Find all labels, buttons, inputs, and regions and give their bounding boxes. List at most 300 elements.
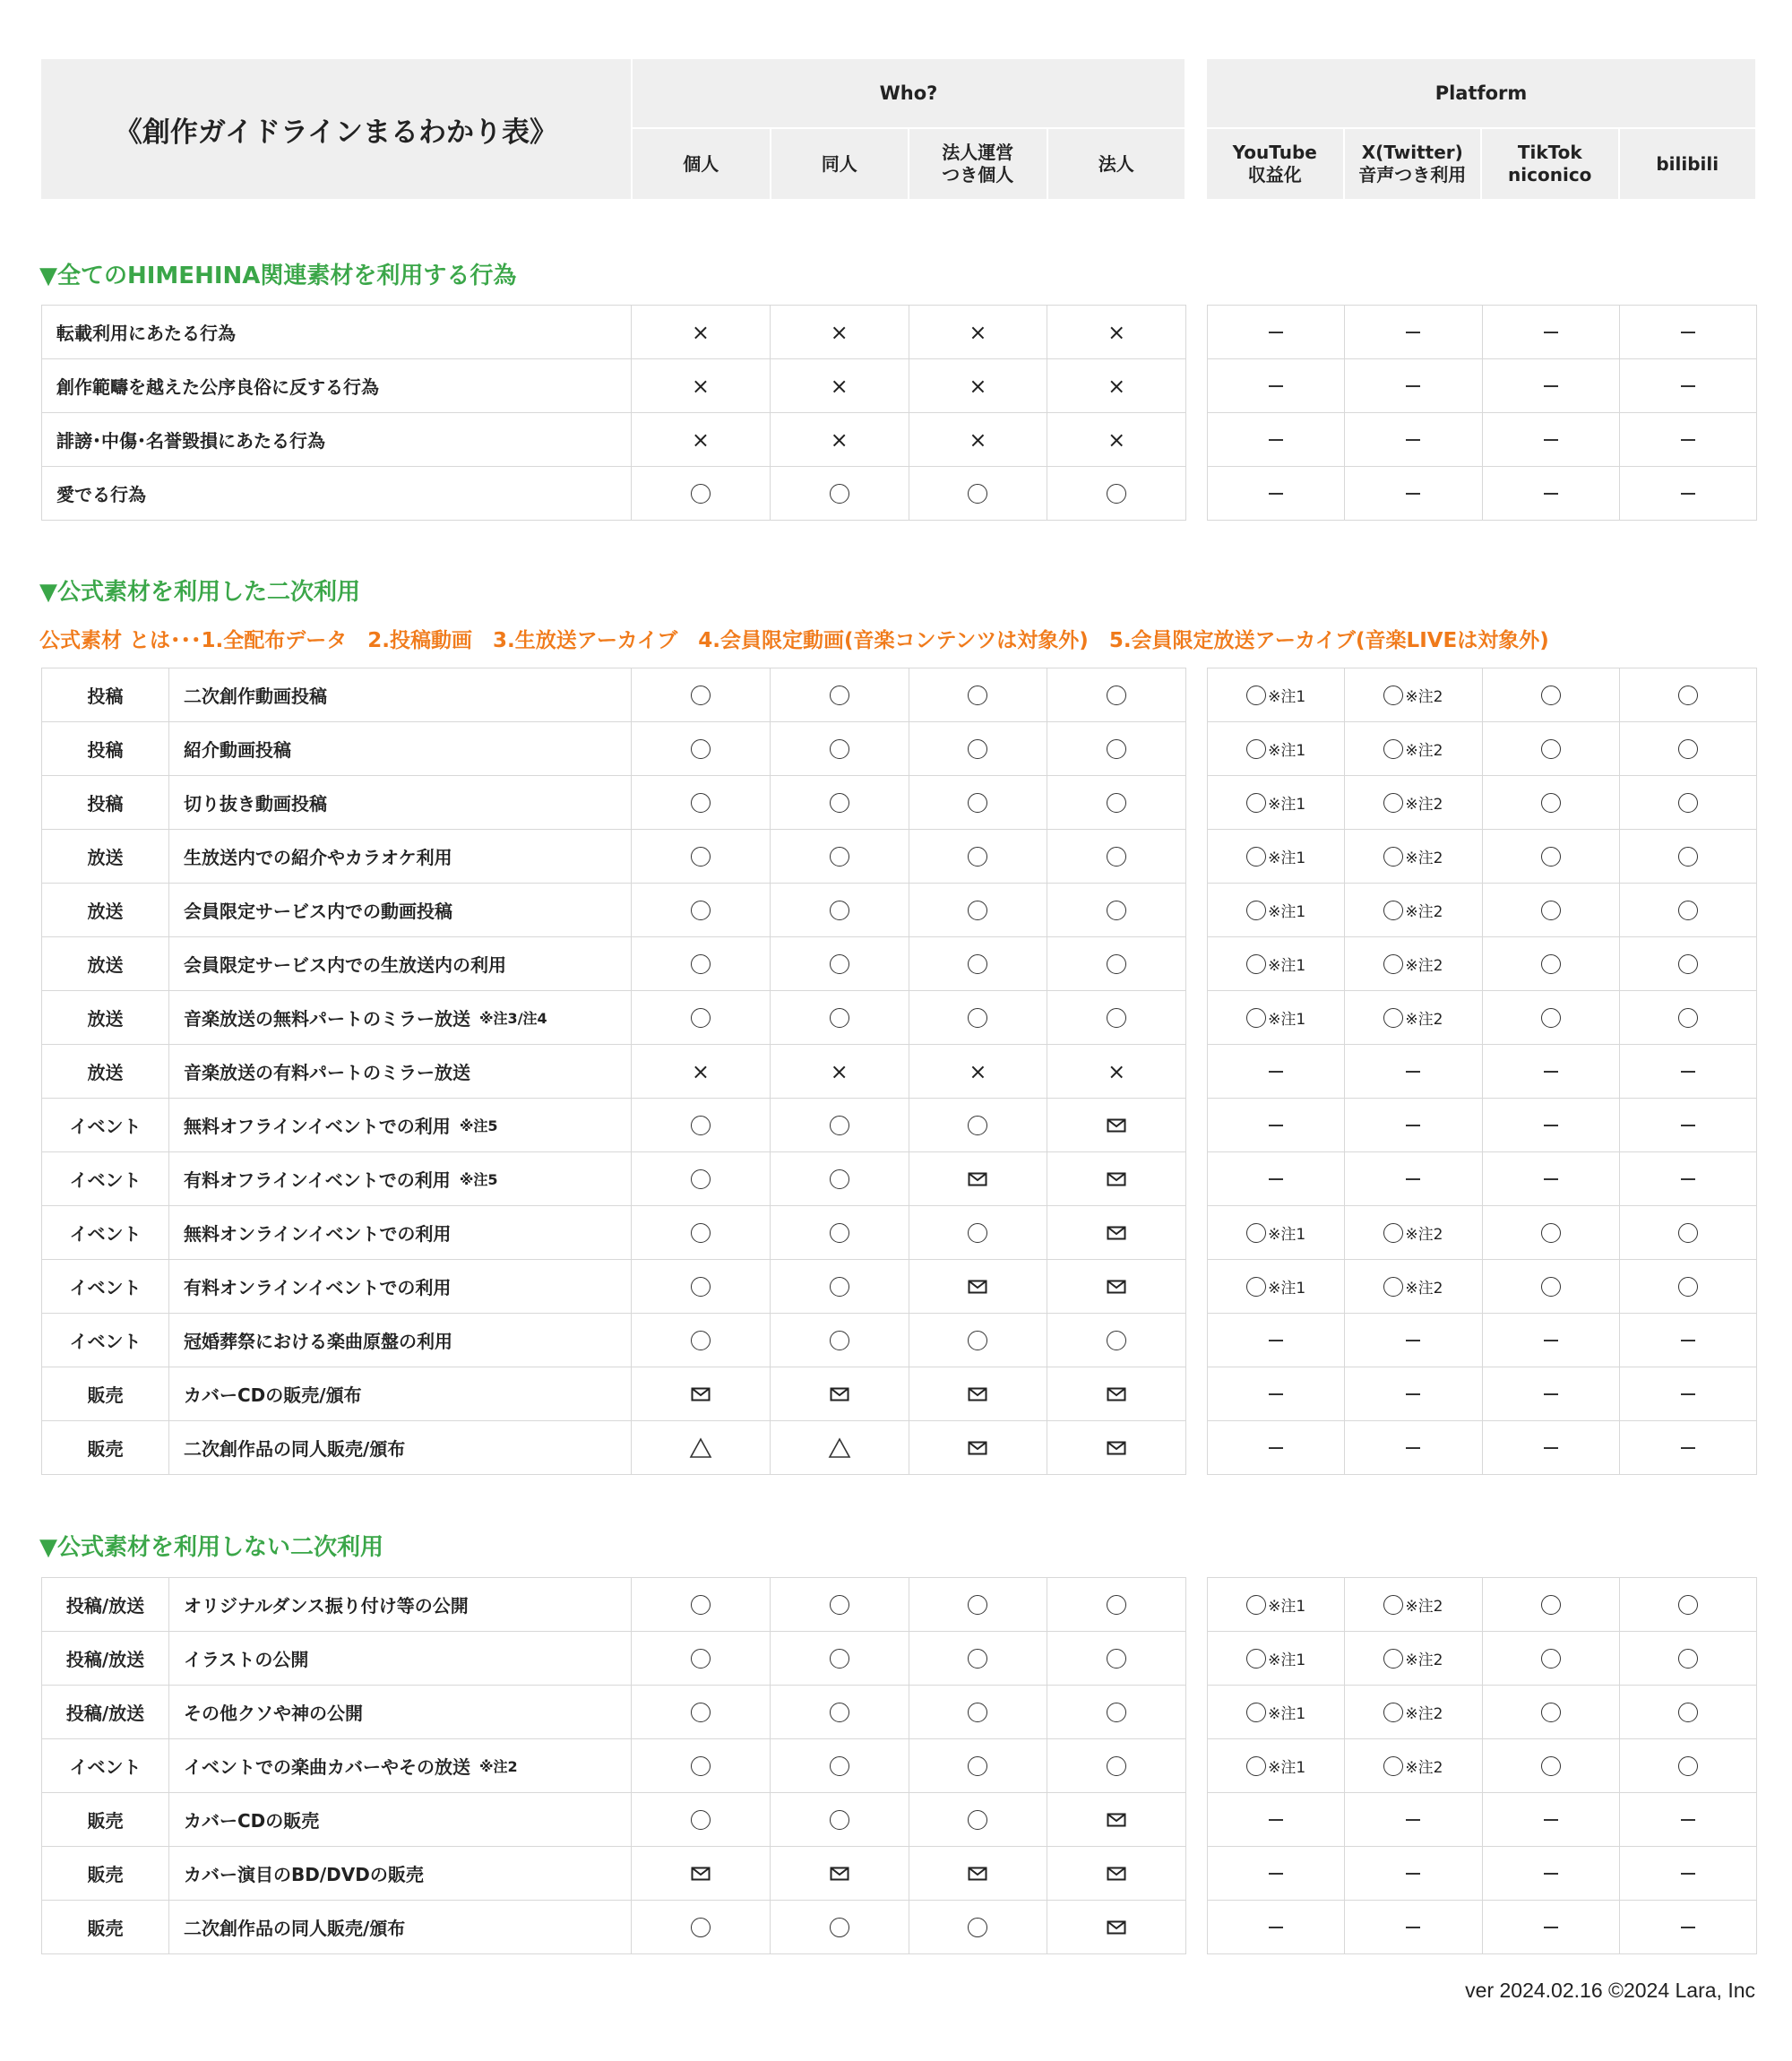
- mark-cell: [632, 668, 771, 721]
- circle-mark-icon: [830, 1703, 849, 1722]
- mark-cell: [1620, 937, 1756, 990]
- mark-cell: [1047, 1739, 1185, 1792]
- table-row: [1208, 1206, 1756, 1260]
- circle-mark-icon: [691, 739, 711, 759]
- mark-cell: [1208, 1632, 1345, 1685]
- mark-cell: [771, 1260, 909, 1313]
- circle-mark-icon: [1678, 1595, 1698, 1615]
- dash-mark-icon: [1406, 1393, 1420, 1395]
- mark-cell: [909, 722, 1048, 775]
- table-row: [42, 1577, 1185, 1632]
- table-row: [42, 1739, 1185, 1793]
- mark-cell: [909, 1314, 1048, 1367]
- section-2-platform-table: [1207, 668, 1757, 1475]
- mark-cell: [771, 413, 909, 466]
- circle-mark-icon: [830, 686, 849, 705]
- who-col-doujin: 同人: [770, 129, 909, 199]
- mark-cell: [632, 1045, 771, 1098]
- mark-cell: [1208, 1421, 1345, 1474]
- row-description-text: オリジナルダンス振り付け等の公開: [184, 1595, 469, 1617]
- row-description: [169, 1045, 632, 1098]
- dash-mark-icon: [1544, 1873, 1558, 1875]
- platform-note: ※注1: [1268, 849, 1306, 867]
- circle-mark-icon: [968, 1223, 987, 1243]
- mark-cell: [1620, 884, 1756, 936]
- circle-mark-icon: [1383, 793, 1403, 813]
- dash-mark-icon: [1681, 1819, 1695, 1821]
- mark-cell: [1620, 467, 1756, 520]
- dash-mark-icon: [1406, 1447, 1420, 1449]
- cross-mark-icon: ×: [691, 427, 710, 453]
- table-row: [42, 413, 1185, 467]
- dash-mark-icon: [1406, 1071, 1420, 1073]
- circle-mark-icon: [1246, 1277, 1266, 1297]
- mail-contact-icon: [968, 1172, 987, 1186]
- dash-mark-icon: [1406, 1873, 1420, 1875]
- row-description: [169, 830, 632, 883]
- circle-mark-icon: [968, 1756, 987, 1776]
- circle-mark-icon: [830, 954, 849, 974]
- circle-mark-icon: [1383, 847, 1403, 867]
- mark-cell: [1345, 991, 1482, 1044]
- platform-note: ※注1: [1268, 903, 1306, 921]
- table-row: [42, 359, 1185, 413]
- table-row: [1208, 1099, 1756, 1152]
- circle-mark-icon: [1678, 686, 1698, 705]
- circle-mark-icon: [968, 1703, 987, 1722]
- table-row: [42, 1421, 1185, 1475]
- row-description-text: 切り抜き動画投稿: [184, 793, 327, 815]
- mark-cell: [909, 1367, 1048, 1420]
- table-row: [42, 467, 1185, 521]
- mark-cell: [1047, 413, 1185, 466]
- mark-cell: [632, 1206, 771, 1259]
- dash-mark-icon: [1269, 1340, 1283, 1341]
- dash-mark-icon: [1681, 1447, 1695, 1449]
- mark-cell: [909, 1206, 1048, 1259]
- mark-cell: [1047, 1152, 1185, 1205]
- circle-mark-icon: [1107, 739, 1126, 759]
- mark-cell: [1483, 937, 1620, 990]
- mark-cell: [1620, 1578, 1756, 1631]
- circle-mark-icon: [830, 1116, 849, 1135]
- mark-cell: [771, 668, 909, 721]
- circle-mark-icon: [691, 1169, 711, 1189]
- mark-cell: [909, 467, 1048, 520]
- table-row: [1208, 776, 1756, 830]
- platform-note: ※注2: [1405, 1280, 1443, 1298]
- table-row: [42, 1847, 1185, 1901]
- circle-mark-icon: [1383, 1223, 1403, 1243]
- mark-cell: [632, 1367, 771, 1420]
- dash-mark-icon: [1269, 1393, 1283, 1395]
- mark-cell: [1345, 830, 1482, 883]
- circle-mark-icon: [691, 1331, 711, 1350]
- mark-cell: [1208, 884, 1345, 936]
- circle-mark-icon: [1246, 1703, 1266, 1722]
- circle-mark-icon: [1383, 739, 1403, 759]
- mark-cell: [632, 884, 771, 936]
- row-description: [169, 776, 632, 829]
- dash-mark-icon: [1269, 1819, 1283, 1821]
- circle-mark-icon: [1383, 1277, 1403, 1297]
- circle-mark-icon: [1541, 1703, 1561, 1722]
- mark-cell: [1208, 776, 1345, 829]
- mark-cell: [1483, 1578, 1620, 1631]
- who-col-corporation: 法人: [1047, 129, 1185, 199]
- table-row: [1208, 1421, 1756, 1475]
- mark-cell: [909, 359, 1048, 412]
- mark-cell: [1047, 1901, 1185, 1953]
- cross-mark-icon: ×: [1107, 1058, 1126, 1084]
- dash-mark-icon: [1544, 1447, 1558, 1449]
- table-row: [42, 1367, 1185, 1421]
- mail-contact-icon: [1107, 1118, 1126, 1133]
- table-row: [42, 830, 1185, 884]
- circle-mark-icon: [691, 484, 711, 504]
- section-3-who-table: [41, 1577, 1186, 1954]
- platform-note: ※注1: [1268, 1651, 1306, 1669]
- row-description-text: カバー演目のBD/DVDの販売: [184, 1864, 424, 1885]
- circle-mark-icon: [1107, 686, 1126, 705]
- mark-cell: [771, 1632, 909, 1685]
- platform-note: ※注2: [1405, 1651, 1443, 1669]
- table-row: [1208, 991, 1756, 1045]
- mark-cell: [771, 306, 909, 358]
- row-description: [169, 1206, 632, 1259]
- mark-cell: [1208, 830, 1345, 883]
- circle-mark-icon: [1107, 1008, 1126, 1028]
- row-description-text: 紹介動画投稿: [184, 739, 291, 761]
- table-row: [42, 668, 1185, 722]
- dash-mark-icon: [1406, 1927, 1420, 1928]
- dash-mark-icon: [1269, 1178, 1283, 1180]
- dash-mark-icon: [1681, 1340, 1695, 1341]
- circle-mark-icon: [691, 954, 711, 974]
- mark-cell: [1483, 1314, 1620, 1367]
- table-row: [1208, 1314, 1756, 1367]
- mark-cell: [1620, 1367, 1756, 1420]
- circle-mark-icon: [1246, 1595, 1266, 1615]
- circle-mark-icon: [968, 1116, 987, 1135]
- row-category: 放送: [42, 884, 169, 936]
- cross-mark-icon: ×: [969, 1058, 987, 1084]
- circle-mark-icon: [1678, 1703, 1698, 1722]
- mark-cell: [909, 776, 1048, 829]
- mark-cell: [632, 991, 771, 1044]
- section-3-platform-table: [1207, 1577, 1757, 1954]
- row-category: 投稿/放送: [42, 1632, 169, 1685]
- mark-cell: [909, 1578, 1048, 1631]
- dash-mark-icon: [1681, 1393, 1695, 1395]
- circle-mark-icon: [1246, 793, 1266, 813]
- cross-mark-icon: ×: [691, 373, 710, 399]
- row-description-text: カバーCDの販売: [184, 1810, 320, 1832]
- table-row: [1208, 722, 1756, 776]
- table-row: [1208, 1152, 1756, 1206]
- circle-mark-icon: [1107, 484, 1126, 504]
- mark-cell: [771, 1099, 909, 1151]
- mark-cell: [909, 1847, 1048, 1900]
- row-description-text: 二次創作品の同人販売/頒布: [184, 1918, 406, 1939]
- row-description-note: ※注3/注4: [479, 1010, 547, 1027]
- table-row: [1208, 830, 1756, 884]
- row-category: イベント: [42, 1260, 169, 1313]
- cross-mark-icon: ×: [969, 427, 987, 453]
- platform-note: ※注1: [1268, 957, 1306, 975]
- who-group-label: Who?: [633, 59, 1185, 129]
- mark-cell: [1345, 1152, 1482, 1205]
- circle-mark-icon: [1541, 954, 1561, 974]
- mark-cell: [1620, 1847, 1756, 1900]
- mark-cell: [1047, 1632, 1185, 1685]
- table-row: [42, 937, 1185, 991]
- table-title: 《創作ガイドラインまるわかり表》: [41, 59, 631, 199]
- table-row: [1208, 668, 1756, 722]
- mark-cell: [1345, 1739, 1482, 1792]
- mark-cell: [909, 1793, 1048, 1846]
- mark-cell: [632, 1632, 771, 1685]
- section-1-who-table: [41, 305, 1186, 521]
- mark-cell: [1620, 1045, 1756, 1098]
- mark-cell: [1620, 1421, 1756, 1474]
- circle-mark-icon: [691, 1649, 711, 1669]
- mark-cell: [1345, 1367, 1482, 1420]
- dash-mark-icon: [1544, 332, 1558, 333]
- dash-mark-icon: [1544, 1819, 1558, 1821]
- section-1-title: ▼全てのHIMEHINA関連素材を利用する行為: [39, 263, 517, 289]
- row-description: [169, 1847, 632, 1900]
- table-row: [1208, 413, 1756, 467]
- circle-mark-icon: [1383, 1008, 1403, 1028]
- circle-mark-icon: [1246, 954, 1266, 974]
- mark-cell: [1047, 830, 1185, 883]
- circle-mark-icon: [968, 1649, 987, 1669]
- circle-mark-icon: [691, 1918, 711, 1937]
- platform-note: ※注1: [1268, 742, 1306, 760]
- table-row: [1208, 1367, 1756, 1421]
- mark-cell: [632, 1578, 771, 1631]
- row-category: 投稿/放送: [42, 1578, 169, 1631]
- table-row: [42, 1152, 1185, 1206]
- circle-mark-icon: [830, 1223, 849, 1243]
- mark-cell: [1620, 1793, 1756, 1846]
- platform-note: ※注2: [1405, 1759, 1443, 1777]
- mark-cell: [1620, 1260, 1756, 1313]
- mark-cell: [1345, 937, 1482, 990]
- row-description-text: イラストの公開: [184, 1649, 309, 1670]
- mark-cell: [1345, 306, 1482, 358]
- circle-mark-icon: [1107, 901, 1126, 920]
- mark-cell: [771, 1045, 909, 1098]
- mail-contact-icon: [1107, 1867, 1126, 1881]
- circle-mark-icon: [691, 1810, 711, 1830]
- mark-cell: [771, 830, 909, 883]
- row-category: 販売: [42, 1793, 169, 1846]
- mark-cell: [632, 306, 771, 358]
- circle-mark-icon: [1678, 1756, 1698, 1776]
- mark-cell: [1208, 1152, 1345, 1205]
- mark-cell: [1047, 306, 1185, 358]
- row-description-text: 生放送内での紹介やカラオケ利用: [184, 847, 452, 868]
- table-row: [1208, 467, 1756, 521]
- dash-mark-icon: [1544, 385, 1558, 387]
- circle-mark-icon: [968, 847, 987, 867]
- table-row: [42, 1314, 1185, 1367]
- circle-mark-icon: [1107, 847, 1126, 867]
- mark-cell: [632, 359, 771, 412]
- mail-contact-icon: [968, 1387, 987, 1401]
- version-footer: ver 2024.02.16 ©2024 Lara, Inc: [1465, 1979, 1755, 2002]
- circle-mark-icon: [1541, 1649, 1561, 1669]
- mark-cell: [1047, 1099, 1185, 1151]
- mark-cell: [1483, 722, 1620, 775]
- circle-mark-icon: [691, 1008, 711, 1028]
- cross-mark-icon: ×: [691, 1058, 710, 1084]
- mark-cell: [632, 722, 771, 775]
- mark-cell: [632, 937, 771, 990]
- row-description-text: 会員限定サービス内での生放送内の利用: [184, 954, 506, 976]
- circle-mark-icon: [1541, 793, 1561, 813]
- mark-cell: [1047, 937, 1185, 990]
- mark-cell: [1208, 467, 1345, 520]
- row-category: 販売: [42, 1847, 169, 1900]
- section-1-platform-table: [1207, 305, 1757, 521]
- platform-note: ※注2: [1405, 957, 1443, 975]
- row-description: [169, 1260, 632, 1313]
- circle-mark-icon: [1678, 954, 1698, 974]
- circle-mark-icon: [691, 1223, 711, 1243]
- dash-mark-icon: [1681, 1178, 1695, 1180]
- mark-cell: [1483, 359, 1620, 412]
- mark-cell: [1483, 413, 1620, 466]
- mark-cell: [1047, 1045, 1185, 1098]
- mark-cell: [771, 884, 909, 936]
- circle-mark-icon: [968, 793, 987, 813]
- row-description-text: 有料オンラインイベントでの利用: [184, 1277, 452, 1298]
- table-row: [1208, 1739, 1756, 1793]
- circle-mark-icon: [1246, 901, 1266, 920]
- dash-mark-icon: [1681, 332, 1695, 333]
- table-row: [1208, 305, 1756, 359]
- mark-cell: [1345, 884, 1482, 936]
- circle-mark-icon: [1678, 847, 1698, 867]
- circle-mark-icon: [1383, 1756, 1403, 1776]
- row-description: [169, 1632, 632, 1685]
- row-description-note: ※注5: [459, 1117, 498, 1134]
- row-description-note: ※注5: [459, 1171, 498, 1188]
- mark-cell: [632, 776, 771, 829]
- circle-mark-icon: [691, 1595, 711, 1615]
- mark-cell: [909, 1632, 1048, 1685]
- mark-cell: [1620, 1314, 1756, 1367]
- mark-cell: [909, 1045, 1048, 1098]
- circle-mark-icon: [830, 1810, 849, 1830]
- mark-cell: [1483, 1152, 1620, 1205]
- platform-col-youtube: YouTube 収益化: [1232, 142, 1317, 185]
- circle-mark-icon: [1541, 901, 1561, 920]
- circle-mark-icon: [1383, 1595, 1403, 1615]
- circle-mark-icon: [1246, 1223, 1266, 1243]
- mark-cell: [632, 1793, 771, 1846]
- dash-mark-icon: [1269, 1125, 1283, 1126]
- dash-mark-icon: [1406, 1178, 1420, 1180]
- platform-note: ※注1: [1268, 1280, 1306, 1298]
- mark-cell: [1208, 668, 1345, 721]
- mail-contact-icon: [691, 1387, 711, 1401]
- mark-cell: [1345, 1686, 1482, 1738]
- mark-cell: [1208, 306, 1345, 358]
- table-row: [42, 1045, 1185, 1099]
- circle-mark-icon: [1383, 901, 1403, 920]
- platform-col-x: X(Twitter) 音声つき利用: [1343, 129, 1481, 199]
- table-row: [42, 305, 1185, 359]
- dash-mark-icon: [1681, 439, 1695, 441]
- platform-col-bilibili: bilibili: [1618, 129, 1756, 199]
- table-row: [1208, 1260, 1756, 1314]
- mark-cell: [632, 413, 771, 466]
- dash-mark-icon: [1544, 493, 1558, 495]
- mark-cell: [771, 937, 909, 990]
- mark-cell: [1208, 722, 1345, 775]
- platform-note: ※注1: [1268, 1011, 1306, 1029]
- dash-mark-icon: [1406, 1819, 1420, 1821]
- mark-cell: [1483, 1206, 1620, 1259]
- mark-cell: [771, 1847, 909, 1900]
- mark-cell: [1047, 359, 1185, 412]
- circle-mark-icon: [1107, 1649, 1126, 1669]
- mark-cell: [1620, 1686, 1756, 1738]
- cross-mark-icon: ×: [1107, 427, 1126, 453]
- row-label: 転載利用にあたる行為: [42, 306, 632, 358]
- dash-mark-icon: [1269, 439, 1283, 441]
- circle-mark-icon: [830, 1277, 849, 1297]
- dash-mark-icon: [1544, 1178, 1558, 1180]
- mark-cell: [1208, 1578, 1345, 1631]
- mark-cell: [909, 1099, 1048, 1151]
- row-category: 投稿: [42, 722, 169, 775]
- mark-cell: [1047, 884, 1185, 936]
- mark-cell: [1208, 937, 1345, 990]
- mark-cell: [632, 1739, 771, 1792]
- mark-cell: [909, 1686, 1048, 1738]
- mark-cell: [1047, 1206, 1185, 1259]
- mark-cell: [1047, 991, 1185, 1044]
- section-2-title: ▼公式素材を利用した二次利用: [39, 579, 360, 606]
- row-category: 放送: [42, 991, 169, 1044]
- dash-mark-icon: [1269, 1927, 1283, 1928]
- circle-mark-icon: [968, 1331, 987, 1350]
- cross-mark-icon: ×: [830, 427, 849, 453]
- platform-note: ※注1: [1268, 1759, 1306, 1777]
- mark-cell: [632, 1686, 771, 1738]
- row-category: 投稿/放送: [42, 1686, 169, 1738]
- table-row: [42, 776, 1185, 830]
- mail-contact-icon: [691, 1867, 711, 1881]
- row-category: イベント: [42, 1099, 169, 1151]
- table-row: [42, 1099, 1185, 1152]
- dash-mark-icon: [1681, 385, 1695, 387]
- cross-mark-icon: ×: [830, 319, 849, 345]
- circle-mark-icon: [1541, 1595, 1561, 1615]
- row-category: 販売: [42, 1367, 169, 1420]
- circle-mark-icon: [830, 739, 849, 759]
- dash-mark-icon: [1269, 1447, 1283, 1449]
- platform-col-tiktok: TikTok niconico: [1480, 129, 1618, 199]
- mark-cell: [1345, 668, 1482, 721]
- cross-mark-icon: ×: [691, 319, 710, 345]
- mark-cell: [632, 1152, 771, 1205]
